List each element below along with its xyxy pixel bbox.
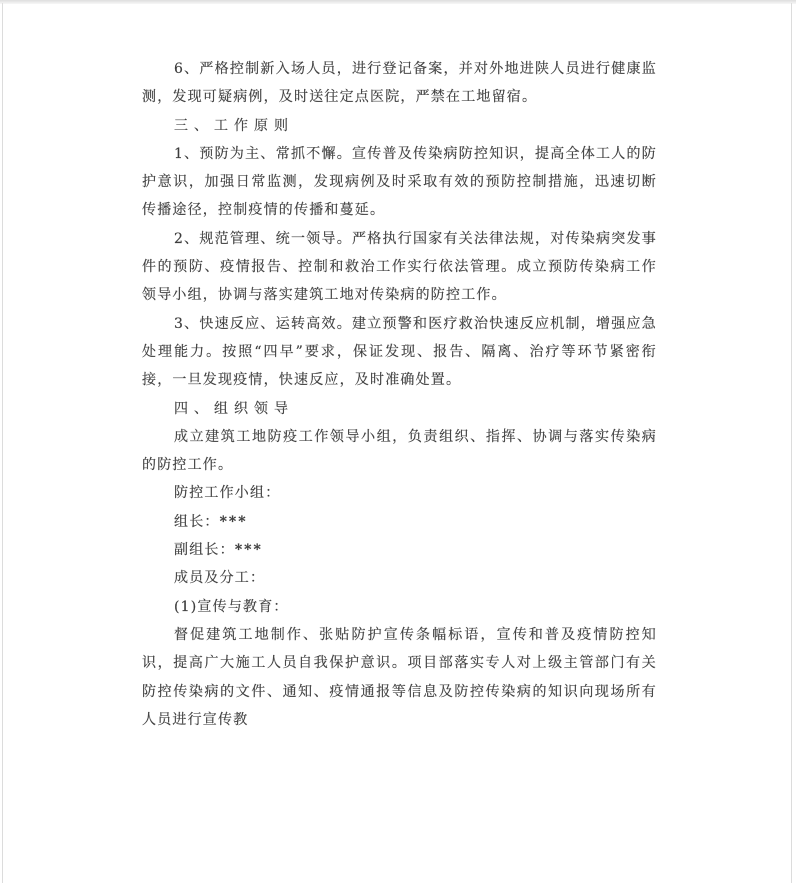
page-right-edge xyxy=(791,3,792,883)
section-heading: 三、工作原则 xyxy=(174,117,294,134)
field-value: *** xyxy=(219,513,248,530)
paragraph: 1、预防为主、常抓不懈。宣传普及传染病防控知识，提高全体工人的防护意识，加强日常监测，发现病例及时采取有效的预防控制措施，迅速切断传播途径，控制疫情的传播和蔓延。 xyxy=(142,145,657,219)
field-value: *** xyxy=(234,542,263,559)
paragraph: 3、快速反应、运转高效。建立预警和医疗救治快速反应机制，增强应急处理能力。按照“四早”要求，保证发现、报告、隔离、治疗等环节紧密衔接，一旦发现疫情，快速反应，及时准确处置。 xyxy=(142,315,657,389)
field-label: 副组长： xyxy=(174,542,235,559)
paragraph: 成员及分工： xyxy=(174,570,266,587)
page-left-edge xyxy=(2,3,3,883)
field-line xyxy=(142,536,657,564)
paragraph: 防控工作小组： xyxy=(174,485,281,502)
paragraph: 2、规范管理、统一领导。严格执行国家有关法律法规，对传染病突发事件的预防、疫情报告、控制和救治工作实行依法管理。成立预防传染病工作领导小组，协调与落实建筑工地对传染病的防控工作。 xyxy=(142,230,657,304)
paragraph: 6、严格控制新入场人员，进行登记备案，并对外地进陕人员进行健康监测，发现可疑病例，及时送往定点医院，严禁在工地留宿。 xyxy=(142,61,657,106)
page-top-edge xyxy=(0,0,796,4)
field-line xyxy=(142,508,657,536)
field-label: 组长： xyxy=(174,513,220,530)
section-heading: 四、组织领导 xyxy=(174,400,294,417)
paragraph: (1)宣传与教育： xyxy=(174,598,289,615)
paragraph: 督促建筑工地制作、张贴防护宣传条幅标语，宣传和普及疫情防控知识，提高广大施工人员自我保护意识。项目部落实专人对上级主管部门有关防控传染病的文件、通知、疫情通报等信息及防控传染病的知识向现场所有人员进行宣传教 xyxy=(142,626,657,728)
paragraph: 成立建筑工地防疫工作领导小组，负责组织、指挥、协调与落实传染病的防控工作。 xyxy=(142,428,657,474)
document-page xyxy=(142,55,657,734)
